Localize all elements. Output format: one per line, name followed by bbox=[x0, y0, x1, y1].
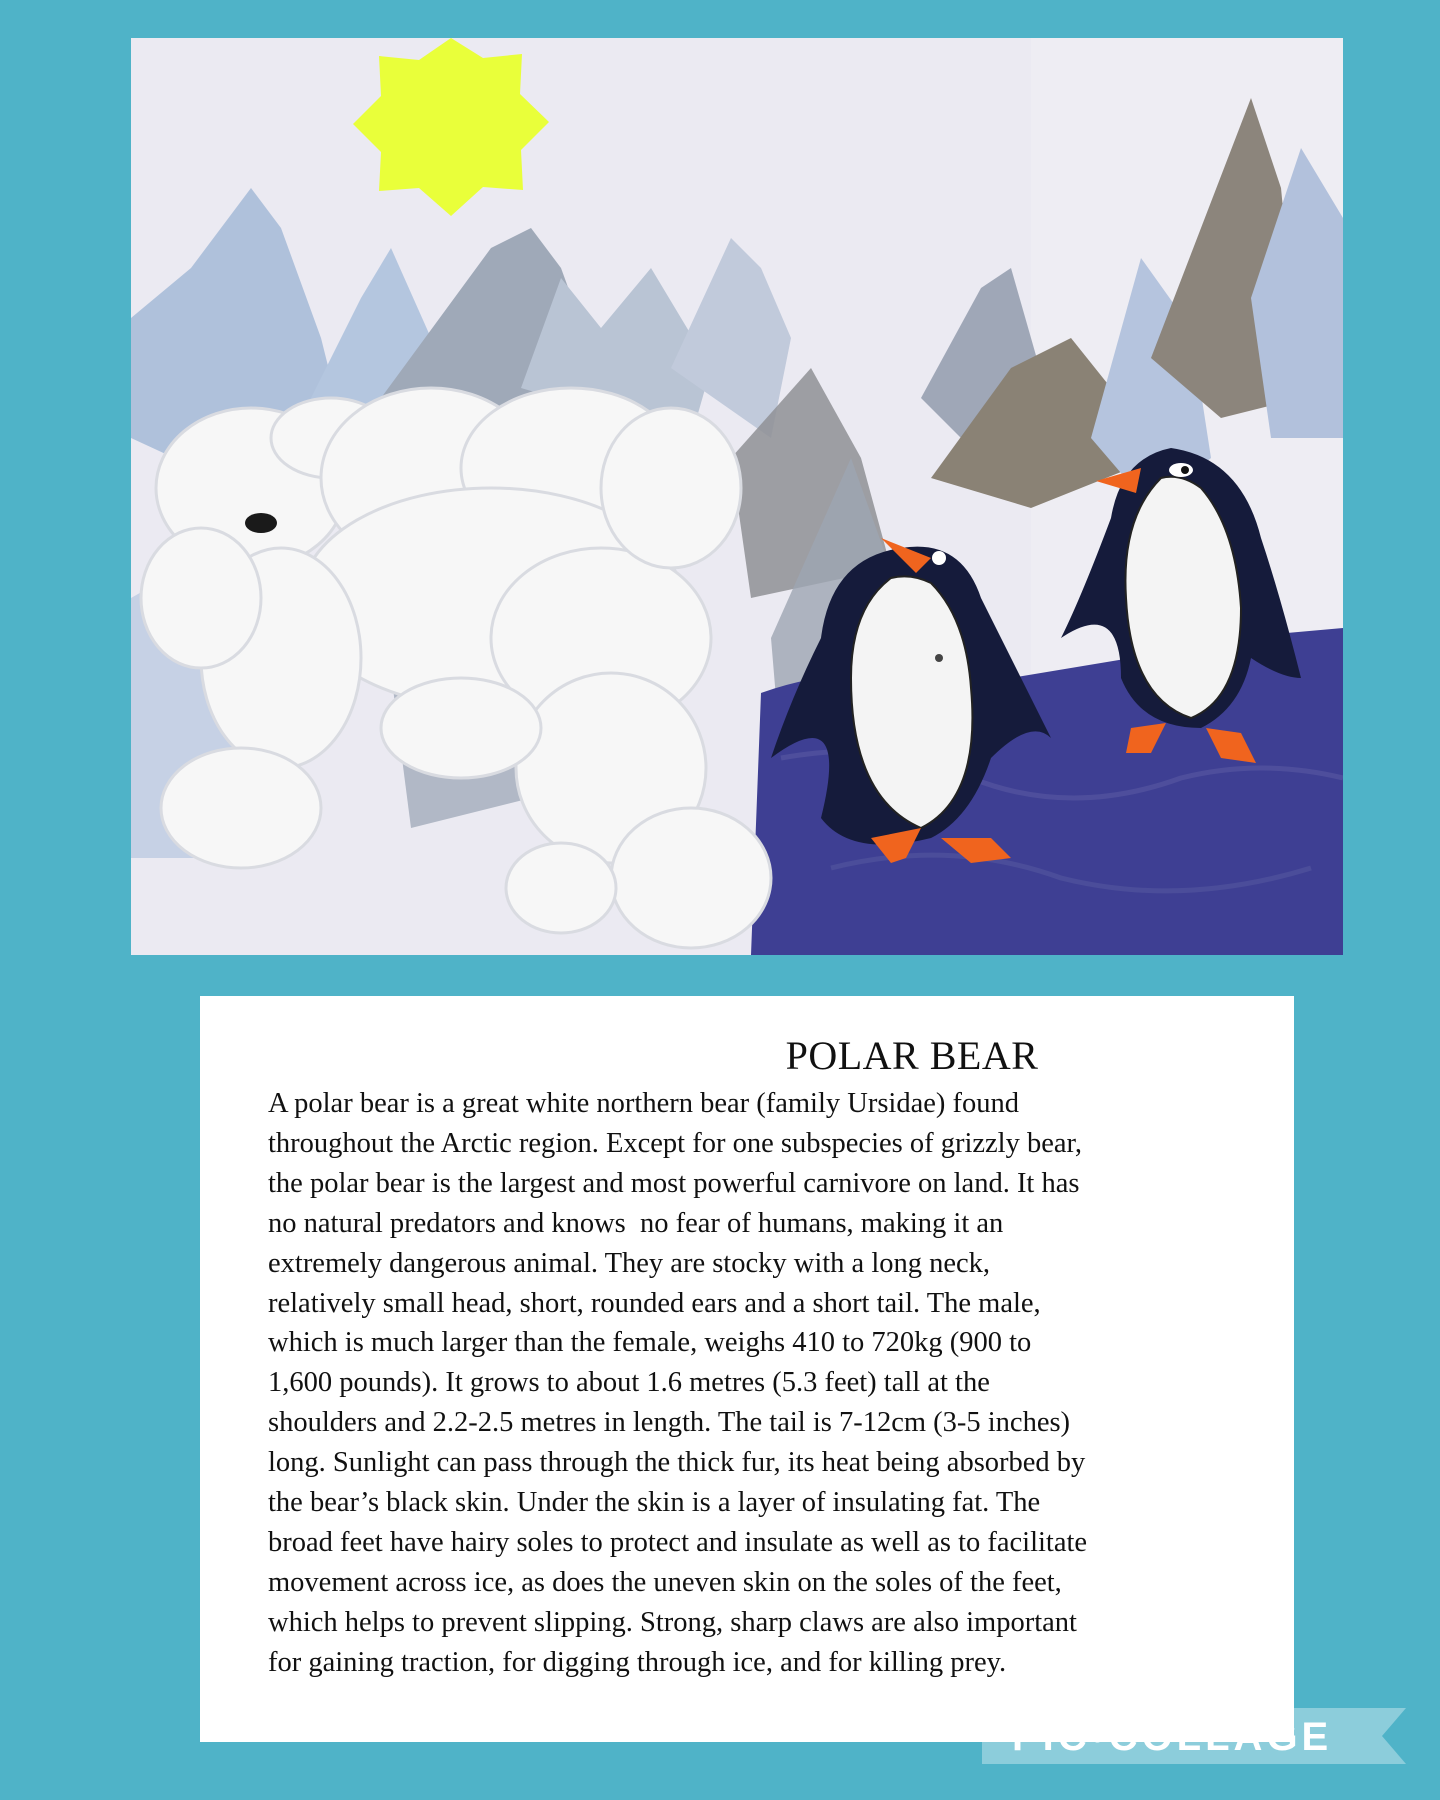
body-line: movement across ice, as does the uneven skin on the soles of the feet, bbox=[268, 1566, 1062, 1598]
text-card bbox=[200, 996, 1294, 1742]
body-line: throughout the Arctic region. Except for one subspecies of grizzly bear, bbox=[268, 1127, 1083, 1159]
body-line: which helps to prevent slipping. Strong, sharp claws are also important bbox=[268, 1606, 1077, 1638]
body-line: no natural predators and knows no fear of humans, making it an bbox=[268, 1207, 1004, 1239]
body-line: the polar bear is the largest and most powerful carnivore on land. It has bbox=[268, 1167, 1080, 1199]
body-line: which is much larger than the female, weighs 410 to 720kg (900 to bbox=[268, 1327, 1032, 1359]
polar-bear-eye bbox=[245, 513, 277, 533]
artwork-photo bbox=[131, 38, 1343, 955]
sun bbox=[353, 38, 549, 216]
body-line: long. Sunlight can pass through the thick fur, its heat being absorbed by bbox=[268, 1447, 1086, 1479]
card-body bbox=[268, 1084, 1248, 1683]
body-line: relatively small head, short, rounded ears and a short tail. The male, bbox=[268, 1287, 1041, 1319]
body-line: broad feet have hairy soles to protect and insulate as well as to facilitate bbox=[268, 1526, 1088, 1558]
artwork-illustration bbox=[131, 38, 1343, 955]
pic-collage-watermark bbox=[982, 1708, 1406, 1764]
watermark-text: PIC•COLLAGE bbox=[1012, 1715, 1333, 1759]
body-line: shoulders and 2.2-2.5 metres in length. The tail is 7-12cm (3-5 inches) bbox=[268, 1407, 1071, 1439]
body-line: A polar bear is a great white northern bear (family Ursidae) found bbox=[268, 1088, 1020, 1119]
card-title: POLAR BEAR bbox=[785, 1033, 1039, 1078]
body-line: the bear’s black skin. Under the skin is a layer of insulating fat. The bbox=[268, 1487, 1041, 1519]
body-line: 1,600 pounds). It grows to about 1.6 metres (5.3 feet) tall at the bbox=[268, 1367, 990, 1399]
body-line: for gaining traction, for digging through ice, and for killing prey. bbox=[268, 1646, 1007, 1678]
body-line: extremely dangerous animal. They are stocky with a long neck, bbox=[268, 1247, 991, 1279]
